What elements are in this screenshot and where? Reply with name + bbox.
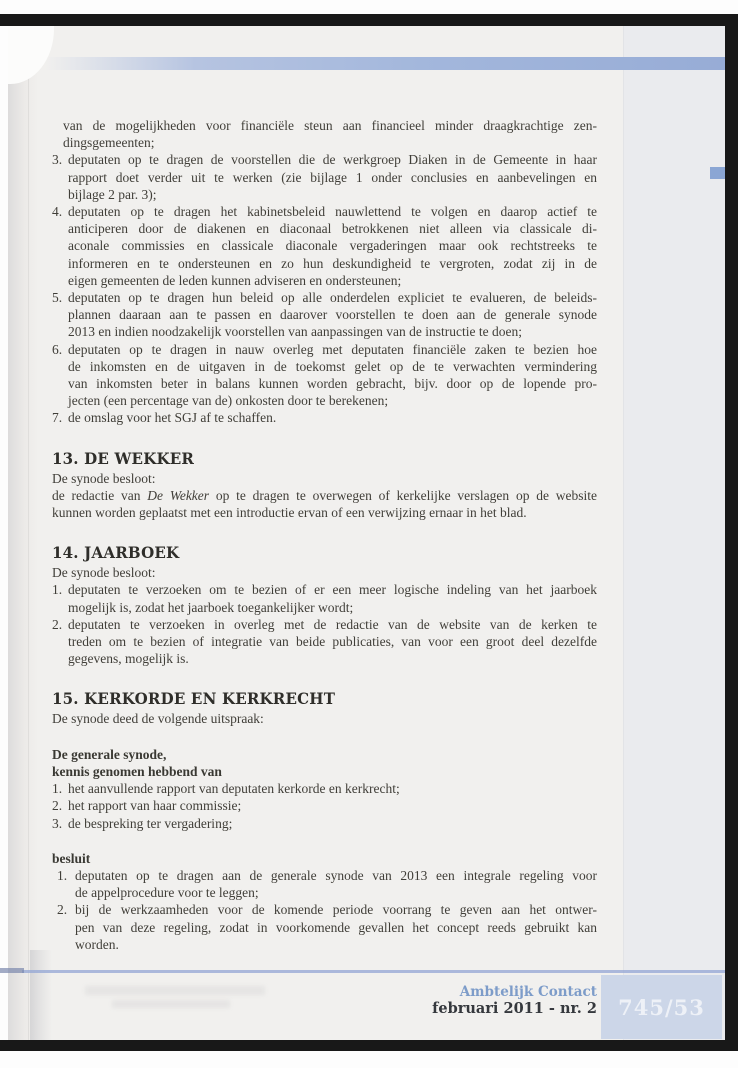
magazine-title: Ambtelijk Contact bbox=[459, 984, 597, 1000]
text-line: deputaten te verzoeken om te bezien of er een meer logische indeling van het jaarboek bbox=[68, 582, 597, 598]
text-line: deputaten te verzoeken in overleg met de redactie van de website van de kerken te bbox=[68, 616, 597, 632]
paragraph bbox=[52, 470, 597, 487]
paragraph-gap bbox=[52, 832, 597, 850]
page-crease bbox=[30, 950, 52, 1040]
list-item bbox=[52, 341, 597, 410]
text-line: kunnen worden geplaatst met een introductie ervan of een verwijzing ernaar in het blad. bbox=[52, 505, 527, 521]
list-item-number: 7. bbox=[52, 410, 63, 426]
text-line: mogelijk is, zodat het jaarboek toegankelijker wordt; bbox=[68, 599, 354, 615]
page-number: 745/53 bbox=[618, 994, 705, 1020]
list-item-body bbox=[75, 867, 597, 901]
italic-text: De Wekker bbox=[147, 487, 210, 503]
list-item-number: 1. bbox=[52, 781, 63, 797]
issue-date: februari 2011 - nr. 2 bbox=[432, 1000, 597, 1017]
bold-line: De generale synode, bbox=[52, 746, 167, 762]
showthrough-ghost-text bbox=[85, 986, 265, 995]
continued-paragraph bbox=[52, 117, 597, 151]
list-item bbox=[52, 797, 597, 814]
text-line: aconale commissies en classicale diaconale vergaderingen maar ook rechtstreeks te bbox=[68, 238, 597, 254]
text-line: de omslag voor het SGJ af te schaffen. bbox=[68, 410, 277, 426]
list-item-body bbox=[68, 616, 597, 668]
list-item bbox=[52, 581, 597, 615]
text-segment: op te dragen te overwegen of kerkelijke verslagen op de website bbox=[209, 487, 597, 503]
text-line: bij de werkzaamheden voor de komende periode voorrang te geven aan het ontwer- bbox=[75, 902, 597, 918]
text-line: het rapport van haar commissie; bbox=[68, 798, 242, 814]
list-item bbox=[52, 203, 597, 289]
text-line: worden. bbox=[75, 936, 119, 952]
list-item bbox=[52, 780, 597, 797]
text-line: gegevens, mogelijk is. bbox=[68, 651, 189, 667]
list-item bbox=[52, 151, 597, 203]
section-heading: 14. JAARBOEK bbox=[52, 543, 180, 563]
list-item-body bbox=[68, 780, 597, 797]
top-accent-bar bbox=[45, 57, 728, 70]
text-line: deputaten op te dragen in nauw overleg met deputaten financiële zaken te bezien hoe bbox=[68, 341, 597, 357]
list-item-body bbox=[68, 815, 597, 832]
footer-rule bbox=[22, 970, 728, 973]
list-item-body bbox=[68, 797, 597, 814]
list-item-number: 2. bbox=[57, 902, 68, 918]
list-item-number: 6. bbox=[52, 341, 63, 357]
section-heading: 15. KERKORDE EN KERKRECHT bbox=[52, 689, 336, 709]
bold-line: besluit bbox=[52, 850, 91, 866]
list-item-number: 3. bbox=[52, 815, 63, 831]
list-item-body bbox=[68, 409, 597, 426]
text-line: van inkomsten beter in balans kunnen worden gebracht, bijv. door op de lopende pro- bbox=[68, 376, 597, 392]
text-line: de appelprocedure voor te leggen; bbox=[75, 885, 259, 901]
section-heading: 13. DE WEKKER bbox=[52, 448, 195, 468]
text-line: De synode besloot: bbox=[52, 565, 156, 581]
scan-edge-bottom bbox=[0, 1040, 738, 1051]
list-item bbox=[52, 409, 597, 426]
text-line bbox=[52, 487, 597, 504]
text-line: jecten (een percentage van de) onkosten door te berekenen; bbox=[68, 393, 389, 409]
list-item-number: 1. bbox=[57, 867, 68, 883]
list-item-number: 2. bbox=[52, 798, 63, 814]
text-line: dingsgemeenten; bbox=[63, 135, 155, 151]
list-item-body bbox=[68, 341, 597, 410]
text-line: 2013 en indien noodzakelijk voorstellen van aanpassingen van de instructie te doen; bbox=[68, 324, 522, 340]
list-item-body bbox=[68, 203, 597, 289]
list-item-number: 5. bbox=[52, 290, 63, 306]
text-line: rapport doet verder uit te werken (zie bijlage 1 onder conclusies en aanbevelingen en bbox=[68, 169, 597, 185]
paragraph bbox=[52, 487, 597, 521]
text-line: informeren en te ondersteunen en zo hun deskundigheid te vergroten, zodat zij in de bbox=[68, 255, 597, 271]
list-item bbox=[52, 815, 597, 832]
text-line: deputaten op te dragen hun beleid op alle onderdelen expliciet te evalueren, de beleids- bbox=[68, 290, 597, 306]
text-line: deputaten op te dragen de voorstellen die de werkgroep Diaken in de Gemeente in haar bbox=[68, 152, 597, 168]
text-line: treden om te bezien of integratie van beide publicaties, van voor een groot deel dezelfde bbox=[68, 634, 597, 650]
text-line: De synode besloot: bbox=[52, 470, 156, 486]
text-line: bijlage 2 par. 3); bbox=[68, 186, 157, 202]
paragraph bbox=[52, 710, 597, 727]
text-line: deputaten op te dragen aan de generale synode van 2013 een integrale regeling voor bbox=[75, 867, 597, 883]
paragraph bbox=[52, 564, 597, 581]
text-line: deputaten op te dragen het kabinetsbeleid nauwlettend te volgen en daarop actief te bbox=[68, 204, 597, 220]
list-item-number: 4. bbox=[52, 204, 63, 220]
text-line: De synode deed de volgende uitspraak: bbox=[52, 711, 264, 727]
showthrough-ghost-text bbox=[112, 1000, 230, 1008]
list-item-number: 1. bbox=[52, 582, 63, 598]
list-item-body bbox=[68, 289, 597, 341]
text-line: pen van deze regeling, zodat in voorkomende gevallen het concept reeds gebruikt kan bbox=[75, 919, 597, 935]
list-item-body bbox=[75, 901, 597, 953]
page-number-box bbox=[601, 975, 722, 1039]
paragraph-gap bbox=[52, 728, 597, 746]
text-line: plannen daaraan aan te passen en daarover voorstellen te doen aan de generale synode bbox=[68, 307, 597, 323]
page-gutter-shadow bbox=[8, 26, 38, 1040]
list-item bbox=[52, 901, 597, 953]
scan-edge-top bbox=[0, 14, 738, 26]
bold-line: kennis genomen hebbend van bbox=[52, 763, 222, 779]
text-line: het aanvullende rapport van deputaten kerkorde en kerkrecht; bbox=[68, 781, 400, 797]
text-line: de inkomsten en de uitgaven in de toekomst gelet op de te verwachten vermindering bbox=[68, 358, 597, 374]
list-item bbox=[52, 616, 597, 668]
footer-rule-edge bbox=[0, 968, 24, 973]
list-item-number: 2. bbox=[52, 616, 63, 632]
text-line: eigen gemeenten de leden kunnen adviseren en ondersteunen; bbox=[68, 272, 402, 288]
text-line: van de mogelijkheden voor financiële steun aan financieel minder draagkrachtige zen- bbox=[63, 118, 597, 133]
list-item-body bbox=[68, 151, 597, 203]
page-edge-seam bbox=[28, 26, 29, 1040]
page-footer bbox=[432, 984, 597, 1018]
scan-edge-right bbox=[725, 14, 738, 1051]
list-item-body bbox=[68, 581, 597, 615]
list-item-number: 3. bbox=[52, 152, 63, 168]
list-item bbox=[52, 289, 597, 341]
list-item bbox=[52, 867, 597, 901]
document-body bbox=[52, 117, 597, 953]
text-line: anticiperen door de diakenen en diaconaal betrokkenen niet alleen via classicale di- bbox=[68, 221, 597, 237]
text-segment: de redactie van bbox=[52, 487, 148, 503]
text-line: de bespreking ter vergadering; bbox=[68, 815, 233, 831]
